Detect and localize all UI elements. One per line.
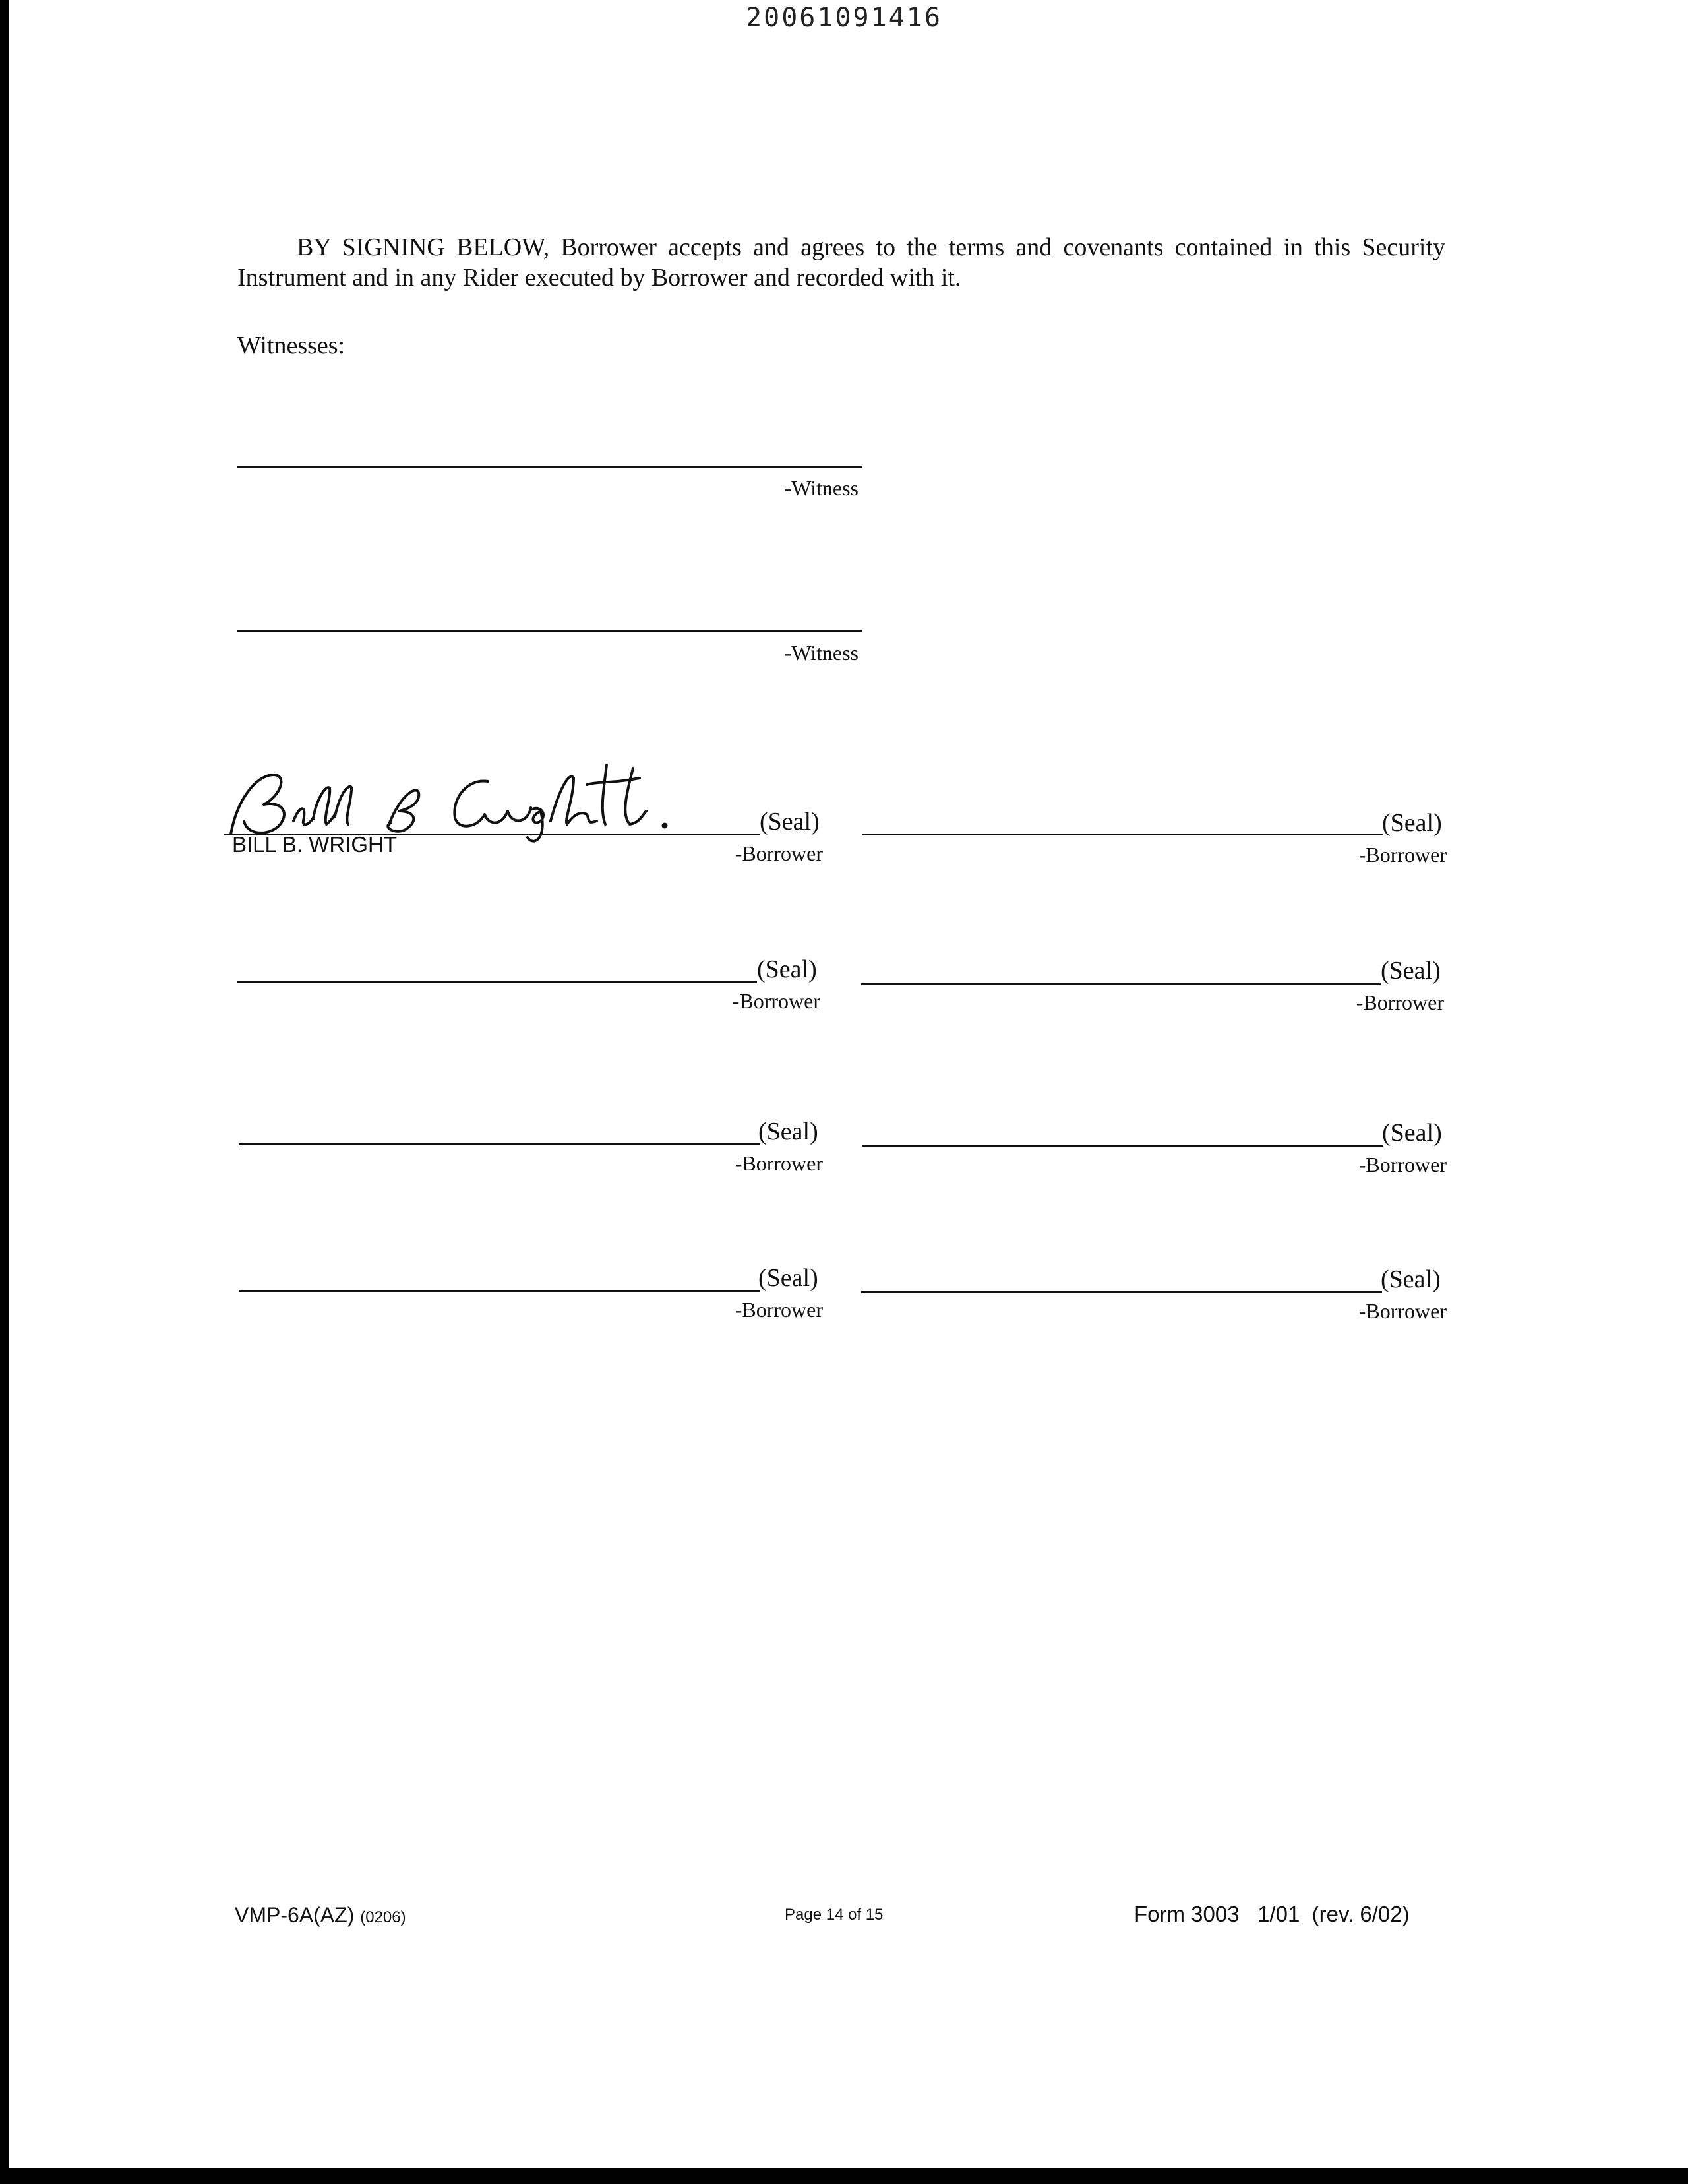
witnesses-label: Witnesses:: [237, 332, 346, 359]
witness-signature-line: [237, 630, 862, 632]
borrower-role-label: -Borrower: [735, 1151, 823, 1175]
borrower-role-label: -Borrower: [1358, 1153, 1447, 1176]
signing-statement: [237, 232, 1445, 293]
borrower-handwritten-signature: [218, 758, 679, 844]
borrower-signature-line: [237, 981, 757, 983]
borrower-signature-line: [861, 1291, 1382, 1293]
scan-bottom-border: [0, 2168, 1688, 2184]
seal-label: (Seal): [757, 956, 817, 983]
borrower-role-label: -Borrower: [735, 841, 823, 865]
signing-statement-text: BY SIGNING BELOW, Borrower accepts and agrees to the terms and covenants contained in this Security Instrument and in any Rider executed by Borrower and recorded with it.: [237, 233, 1445, 291]
seal-label: (Seal): [1382, 809, 1442, 837]
borrower-role-label: -Borrower: [1358, 843, 1447, 866]
borrower-signature-line: [862, 834, 1383, 835]
form-code-main: VMP-6A(AZ): [235, 1903, 355, 1927]
borrower-signature-line: [862, 1145, 1383, 1147]
form-code-suffix: (0206): [360, 1908, 406, 1926]
seal-label: (Seal): [1381, 1265, 1441, 1293]
borrower-printed-name: BILL B. WRIGHT: [232, 832, 397, 857]
seal-label: (Seal): [758, 1118, 818, 1145]
seal-label: (Seal): [758, 1264, 818, 1292]
seal-label: (Seal): [1381, 957, 1441, 985]
witness-label: -Witness: [784, 641, 859, 665]
scan-left-border: [0, 0, 9, 2184]
recording-number: 20061091416: [746, 3, 942, 33]
witness-label: -Witness: [784, 476, 859, 500]
borrower-signature-line: [239, 1143, 760, 1145]
borrower-role-label: -Borrower: [735, 1298, 823, 1321]
seal-label: (Seal): [1382, 1119, 1442, 1147]
form-code: [235, 1903, 406, 1927]
borrower-signature-line: [861, 983, 1381, 985]
page-indicator: Page 14 of 15: [785, 1906, 884, 1924]
witness-signature-line: [237, 466, 862, 468]
seal-label: (Seal): [760, 808, 820, 835]
borrower-signature-line: [239, 1290, 760, 1292]
borrower-role-label: -Borrower: [732, 989, 820, 1013]
form-number: Form 3003 1/01 (rev. 6/02): [1134, 1902, 1410, 1926]
borrower-role-label: -Borrower: [1356, 990, 1444, 1014]
borrower-role-label: -Borrower: [1358, 1299, 1447, 1323]
